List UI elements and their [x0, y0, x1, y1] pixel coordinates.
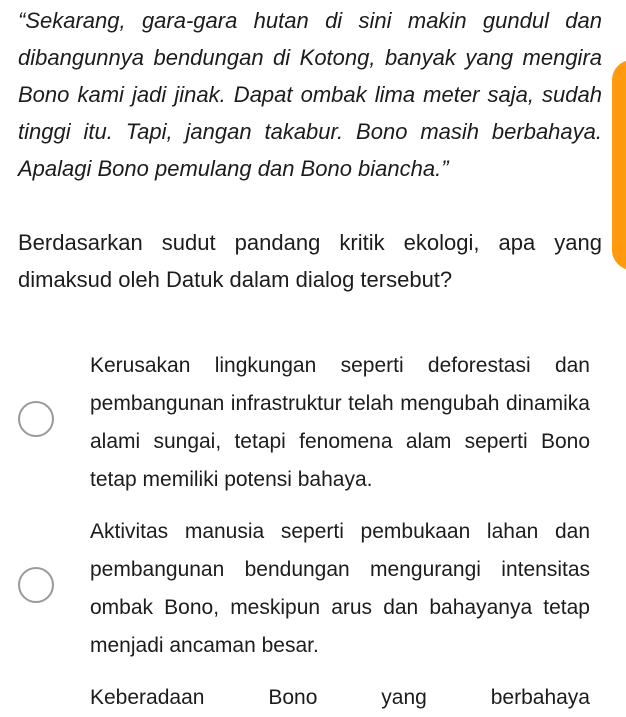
- option-3-label[interactable]: Keberadaan Bono yang berbahaya: [90, 686, 590, 709]
- question-text: Berdasarkan sudut pandang kritik ekologi, apa yang dimaksud oleh Datuk dalam dialog tersebut?: [18, 230, 602, 292]
- option-2-radio[interactable]: [18, 567, 54, 603]
- side-accent-bar: [612, 60, 626, 270]
- option-1-label[interactable]: Kerusakan lingkungan seperti deforestasi dan pembangunan infrastruktur telah mengubah dinamika alami sungai, tetapi fenomena alam seperti Bono tetap memiliki potensi bahaya.: [90, 354, 590, 491]
- dialog-quote: “Sekarang, gara-gara hutan di sini makin gundul dan dibangunnya bendungan di Kotong, banyak yang mengira Bono kami jadi jinak. Dapat ombak lima meter saja, sudah tinggi itu. Tapi, jangan takabur. Bono masih berbahaya. Apalagi Bono pemulang dan Bono biancha.”: [18, 8, 602, 181]
- option-2-label[interactable]: Aktivitas manusia seperti pembukaan lahan dan pembangunan bendungan mengurangi intensitas ombak Bono, meskipun arus dan bahayanya tetap menjadi ancaman besar.: [90, 520, 590, 657]
- option-1-radio[interactable]: [18, 401, 54, 437]
